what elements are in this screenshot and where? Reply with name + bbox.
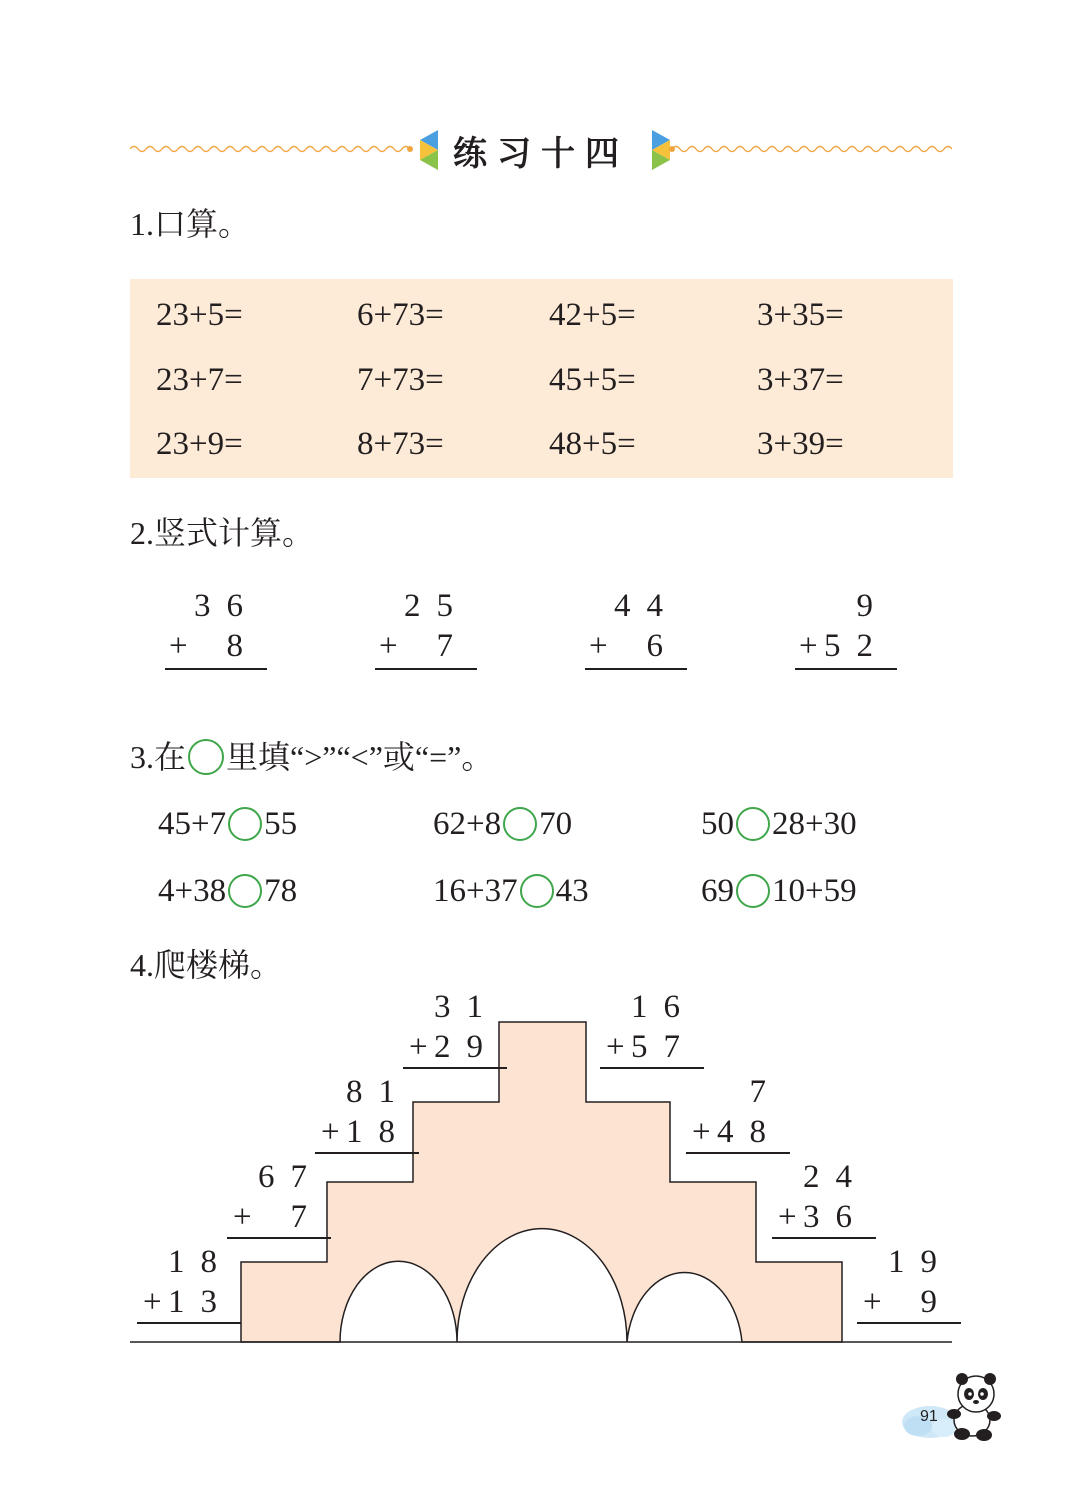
vcalc-op: + xyxy=(169,628,188,664)
oral-equation: 23+7= xyxy=(156,362,243,398)
section-1-title: 1.口算。 xyxy=(130,206,251,242)
stair-calc-top: 7 xyxy=(749,1074,782,1110)
stair-calc-rule xyxy=(227,1237,331,1239)
stair-calc-rule xyxy=(137,1322,241,1324)
compare-right: 28+30 xyxy=(772,806,857,842)
stair-calc-op: + xyxy=(143,1284,162,1320)
stair-calc-bottom: 29 xyxy=(434,1029,499,1065)
stair-calc-top: 16 xyxy=(631,989,696,1025)
stair-calc-op: + xyxy=(863,1284,882,1320)
oral-equation: 42+5= xyxy=(549,297,636,333)
stair-calc-rule xyxy=(600,1067,704,1069)
stair-calc-top: 81 xyxy=(346,1074,411,1110)
stair-calc xyxy=(857,1244,961,1324)
vcalc-top: 36 xyxy=(194,588,259,624)
stair-calc-top: 31 xyxy=(434,989,499,1025)
stair-calc-bottom: 7 xyxy=(290,1199,323,1235)
vcalc-top: 9 xyxy=(856,588,889,624)
stair-calc-top: 67 xyxy=(258,1159,323,1195)
vcalc-top: 25 xyxy=(404,588,469,624)
stair-calc-op: + xyxy=(778,1199,797,1235)
stair-calc-op: + xyxy=(409,1029,428,1065)
compare-left: 62+8 xyxy=(433,806,502,842)
vcalc-bottom: 7 xyxy=(436,628,469,664)
stair-calc-rule xyxy=(857,1322,961,1324)
compare-left: 69 xyxy=(701,873,734,909)
vcalc-bottom: 8 xyxy=(226,628,259,664)
stair-calc xyxy=(772,1159,876,1239)
stair-calc-rule xyxy=(772,1237,876,1239)
oral-equation: 23+5= xyxy=(156,297,243,333)
stair-calc xyxy=(137,1244,241,1324)
oral-equation: 3+35= xyxy=(757,297,844,333)
stair-calc-bottom: 13 xyxy=(168,1284,233,1320)
page-number: 91 xyxy=(920,1408,938,1425)
compare-left: 4+38 xyxy=(158,873,227,909)
oral-equation: 23+9= xyxy=(156,426,243,462)
stair-calc-bottom: 36 xyxy=(803,1199,868,1235)
stair-calc xyxy=(315,1074,419,1154)
stair-calc xyxy=(600,989,704,1069)
compare-right: 78 xyxy=(264,873,298,909)
stair-calc-bottom: 9 xyxy=(920,1284,953,1320)
stair-calc-op: + xyxy=(692,1114,711,1150)
section-3-title-post: 里填“>”“<”或“=”。 xyxy=(226,739,494,775)
vcalc-op: + xyxy=(799,628,818,664)
section-4-title: 4.爬楼梯。 xyxy=(130,947,283,983)
oral-equation: 45+5= xyxy=(549,362,636,398)
vcalc-bottom: 6 xyxy=(646,628,679,664)
compare-left: 45+7 xyxy=(158,806,227,842)
oral-equation: 7+73= xyxy=(357,362,444,398)
compare-right: 55 xyxy=(264,806,298,842)
stair-calc-rule xyxy=(315,1152,419,1154)
stair-calc-top: 24 xyxy=(803,1159,868,1195)
stair-calc-bottom: 57 xyxy=(631,1029,696,1065)
oral-equation: 6+73= xyxy=(357,297,444,333)
oral-equation: 3+37= xyxy=(757,362,844,398)
compare-left: 50 xyxy=(701,806,734,842)
stair-calc xyxy=(403,989,507,1069)
vcalc-top: 44 xyxy=(614,588,679,624)
vcalc-bottom: 52 xyxy=(824,628,889,664)
stair-calc xyxy=(686,1074,790,1154)
stair-calc-top: 18 xyxy=(168,1244,233,1280)
oral-equation: 8+73= xyxy=(357,426,444,462)
stair-calc-bottom: 18 xyxy=(346,1114,411,1150)
section-3-title-pre: 3.在 xyxy=(130,739,187,775)
section-2-title: 2.竖式计算。 xyxy=(130,515,315,551)
stair-calc-op: + xyxy=(321,1114,340,1150)
oral-equation: 48+5= xyxy=(549,426,636,462)
compare-right: 43 xyxy=(555,873,589,909)
stair-calc-top: 19 xyxy=(888,1244,953,1280)
compare-right: 10+59 xyxy=(772,873,857,909)
vcalc-op: + xyxy=(589,628,608,664)
page-title: 练习十四 xyxy=(453,134,629,174)
vcalc-op: + xyxy=(379,628,398,664)
panda-icon xyxy=(942,1370,1008,1442)
oral-equation: 3+39= xyxy=(757,426,844,462)
stair-calc-rule xyxy=(403,1067,507,1069)
compare-right: 70 xyxy=(539,806,573,842)
stair-calc-bottom: 48 xyxy=(717,1114,782,1150)
stair-calc-op: + xyxy=(606,1029,625,1065)
compare-left: 16+37 xyxy=(433,873,518,909)
stair-calc xyxy=(227,1159,331,1239)
stair-calc-rule xyxy=(686,1152,790,1154)
stair-calc-op: + xyxy=(233,1199,252,1235)
